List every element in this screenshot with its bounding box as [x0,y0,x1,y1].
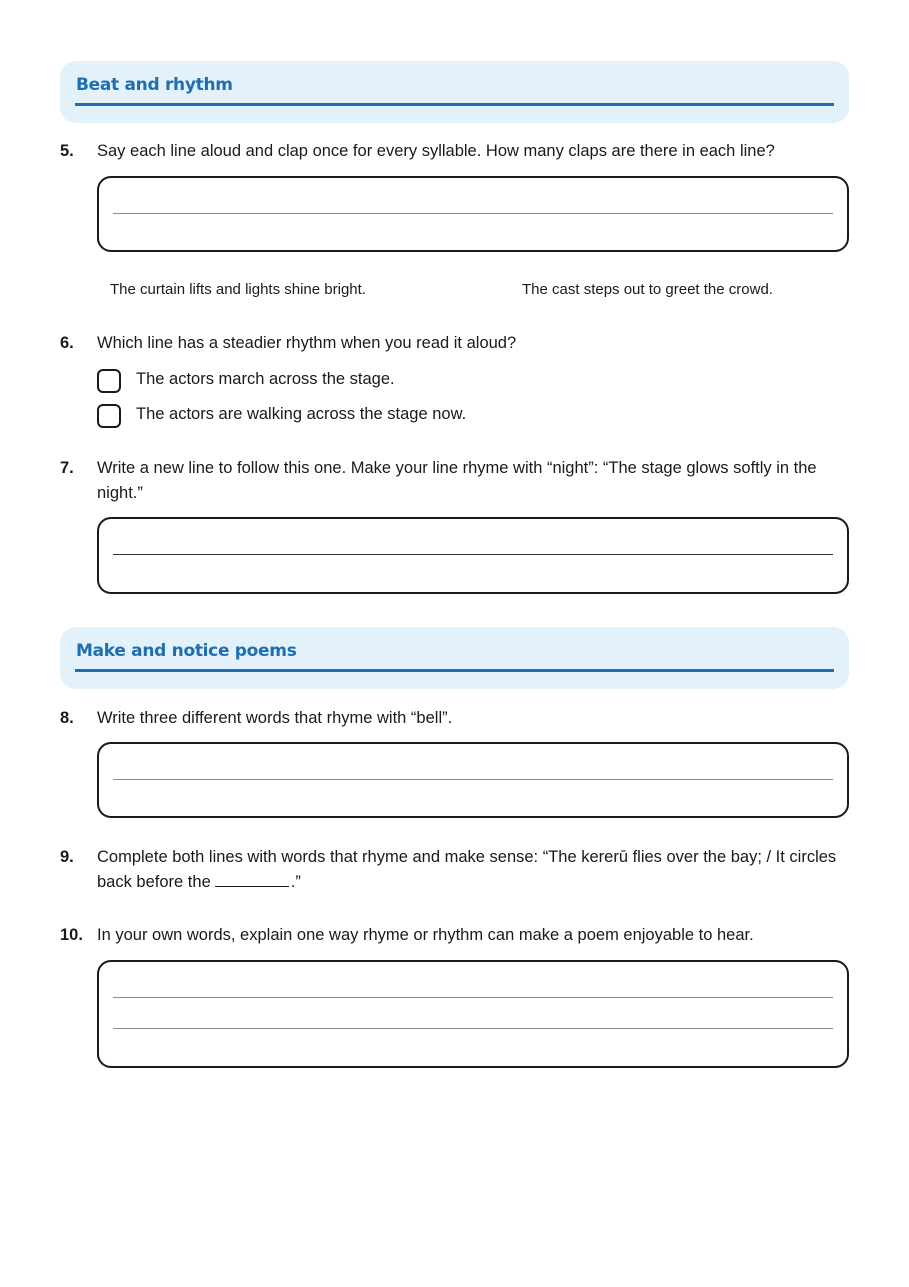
writing-line [113,997,833,998]
fill-in-blank[interactable] [215,870,289,887]
question-number: 10. [60,926,83,944]
question-9 [60,845,850,895]
question-number: 9. [60,848,74,866]
writing-line [113,1028,833,1029]
writing-line [113,779,833,780]
answer-box-8[interactable] [97,742,849,818]
section-header-beat-and-rhythm [60,61,849,123]
question-number: 6. [60,334,74,352]
section-title: Beat and rhythm [76,75,233,95]
question-number: 5. [60,142,74,160]
section-divider [75,103,834,106]
question-text: In your own words, explain one way rhyme or rhythm can make a poem enjoyable to hear. [97,926,754,944]
question-text: Which line has a steadier rhythm when you read it aloud? [97,334,517,352]
question-8 [60,706,850,731]
question-7 [60,456,850,506]
checkbox[interactable] [97,369,121,393]
question-text: Write a new line to follow this one. Make your line rhyme with “night”: “The stage glows softly in the night.” [97,459,817,502]
poem-line-2: The cast steps out to greet the crowd. [522,281,773,298]
question-text [97,845,850,895]
poem-line-1: The curtain lifts and lights shine bright. [110,281,366,298]
question-text-before: Complete both lines with words that rhyme and make sense: “The kererū flies over the bay; / It circles back before the [97,848,837,891]
answer-box-5[interactable] [97,176,849,252]
section-divider [75,669,834,672]
question-5 [60,139,850,164]
option-label: The actors are walking across the stage now. [136,405,467,423]
answer-box-7[interactable] [97,517,849,594]
question-text: Say each line aloud and clap once for every syllable. How many claps are there in each line? [97,142,775,160]
question-number: 7. [60,459,74,477]
question-number: 8. [60,709,74,727]
checkbox[interactable] [97,404,121,428]
question-text: Write three different words that rhyme with “bell”. [97,709,453,727]
question-6 [60,331,850,356]
question-text-after: .” [290,873,301,891]
writing-line [113,213,833,214]
section-title: Make and notice poems [76,641,297,661]
section-header-make-and-notice-poems [60,627,849,689]
question-10 [60,923,850,948]
writing-line [113,554,833,555]
answer-box-10[interactable] [97,960,849,1068]
option-label: The actors march across the stage. [136,370,395,388]
